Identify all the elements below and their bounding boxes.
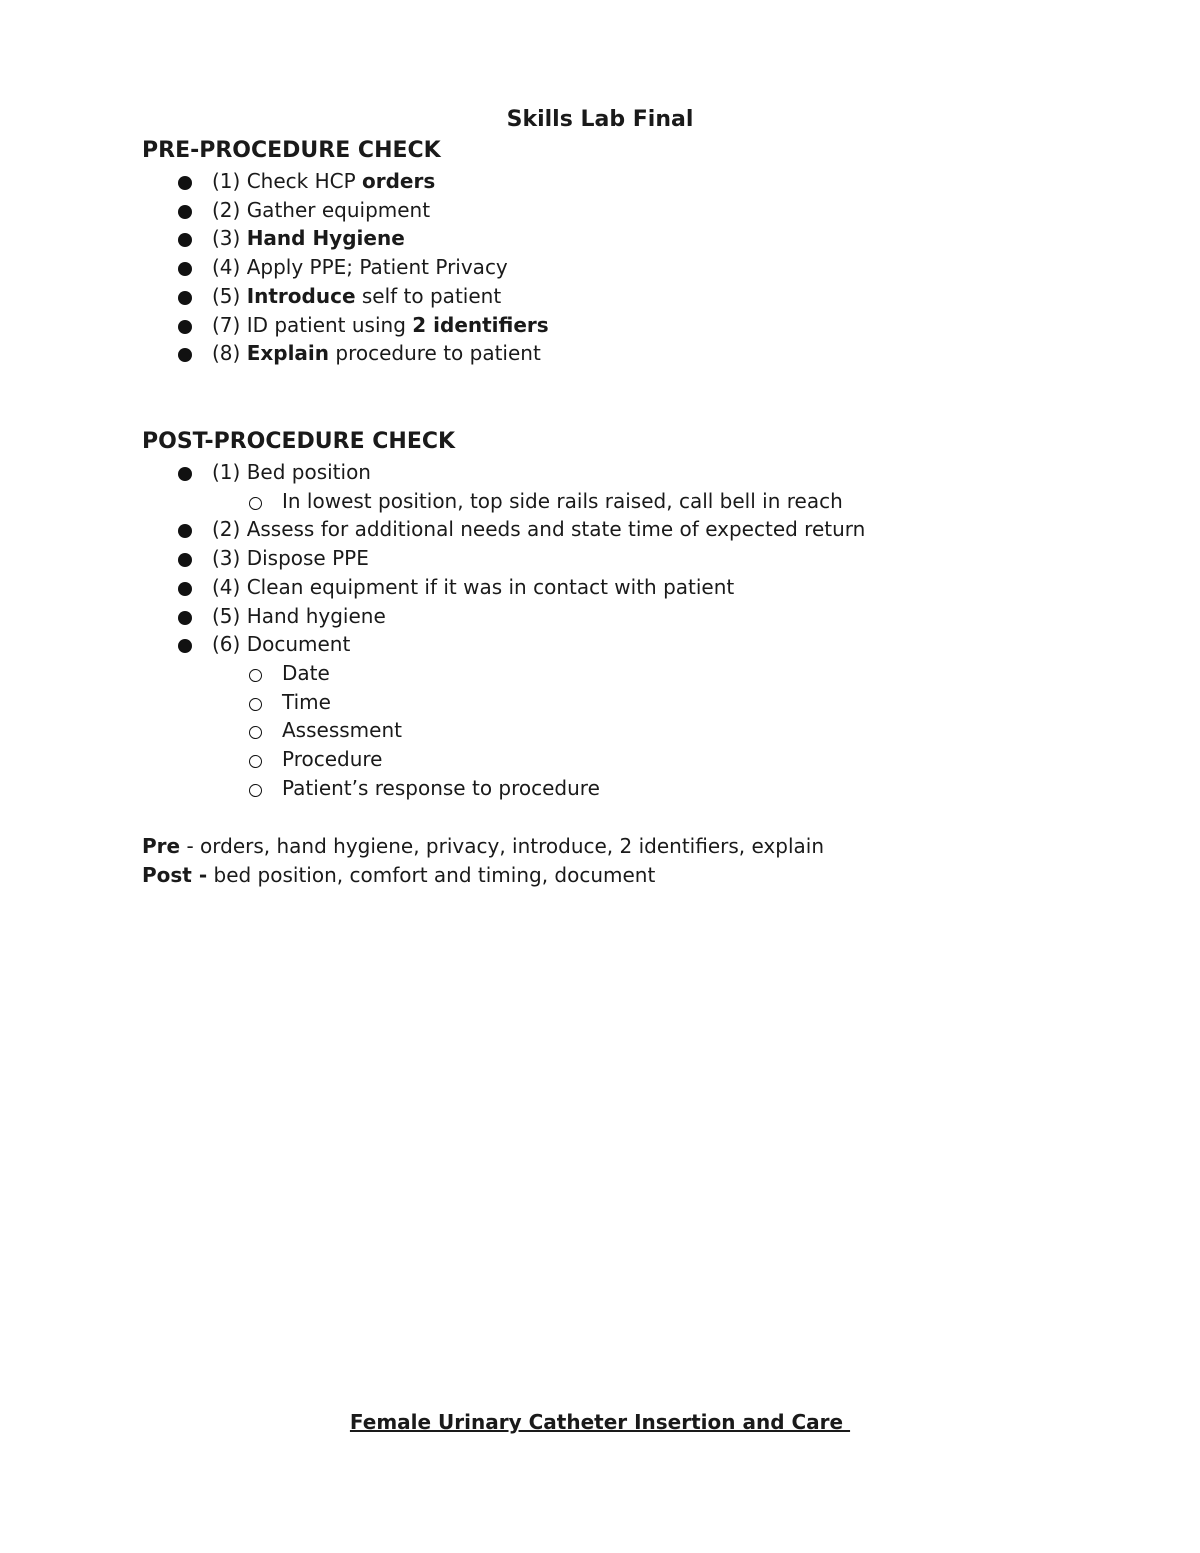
bullet-icon — [178, 467, 192, 481]
document-title: Skills Lab Final — [506, 107, 694, 132]
hollow-bullet-icon — [249, 698, 262, 711]
list-item: (2) Gather equipment — [0, 196, 1100, 225]
sub-list-item: In lowest position, top side rails raised, call bell in reach — [0, 487, 1100, 516]
sub-list-item: Procedure — [0, 745, 1100, 774]
bullet-icon — [178, 348, 192, 362]
sub-list-item: Patient’s response to procedure — [0, 774, 1100, 803]
sub-list-item: Date — [0, 659, 1100, 688]
pre-procedure-heading: PRE-PROCEDURE CHECK — [142, 138, 441, 163]
bullet-icon — [178, 320, 192, 334]
bullet-icon — [178, 582, 192, 596]
hollow-bullet-icon — [249, 669, 262, 682]
list-item: (2) Assess for additional needs and state time of expected return — [0, 515, 1100, 544]
post-summary-line — [142, 861, 655, 890]
pre-summary-label: Pre — [142, 834, 181, 858]
sub-list-item: Time — [0, 688, 1100, 717]
pre-summary-text: - orders, hand hygiene, privacy, introduce, 2 identifiers, explain — [180, 834, 825, 858]
list-item: (1) Bed position — [0, 458, 1100, 487]
bullet-icon — [178, 611, 192, 625]
post-summary-label: Post - — [142, 863, 208, 887]
bullet-icon — [178, 553, 192, 567]
bullet-icon — [178, 639, 192, 653]
bullet-icon — [178, 291, 192, 305]
bullet-icon — [178, 233, 192, 247]
bullet-icon — [178, 205, 192, 219]
list-item: (1) Check HCP orders — [0, 167, 1100, 196]
bullet-icon — [178, 524, 192, 538]
hollow-bullet-icon — [249, 726, 262, 739]
list-item: (3) Hand Hygiene — [0, 224, 1100, 253]
hollow-bullet-icon — [249, 497, 262, 510]
pre-summary-line — [142, 832, 824, 861]
list-item: (3) Dispose PPE — [0, 544, 1100, 573]
list-item: (4) Clean equipment if it was in contact with patient — [0, 573, 1100, 602]
list-item: (6) Document — [0, 630, 1100, 659]
post-procedure-list — [0, 458, 1100, 802]
list-item: (7) ID patient using 2 identifiers — [0, 311, 1100, 340]
bullet-icon — [178, 262, 192, 276]
list-item: (5) Hand hygiene — [0, 602, 1100, 631]
list-item: (4) Apply PPE; Patient Privacy — [0, 253, 1100, 282]
next-section-title: Female Urinary Catheter Insertion and Care — [349, 1410, 851, 1434]
pre-procedure-list — [0, 167, 1100, 368]
post-procedure-heading: POST-PROCEDURE CHECK — [142, 429, 456, 454]
list-item: (8) Explain procedure to patient — [0, 339, 1100, 368]
hollow-bullet-icon — [249, 755, 262, 768]
sub-list-item: Assessment — [0, 716, 1100, 745]
bullet-icon — [178, 176, 192, 190]
hollow-bullet-icon — [249, 784, 262, 797]
post-summary-text: bed position, comfort and timing, document — [207, 863, 656, 887]
list-item: (5) Introduce self to patient — [0, 282, 1100, 311]
